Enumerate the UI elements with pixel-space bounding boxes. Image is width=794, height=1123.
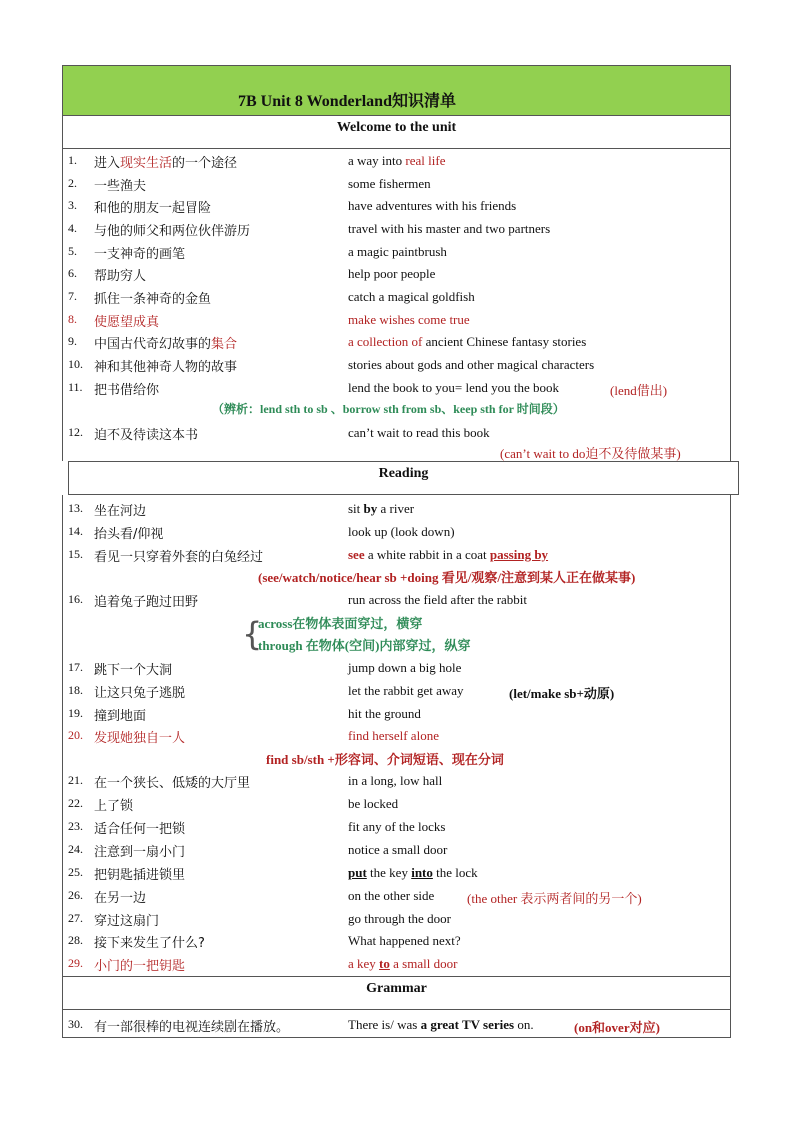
english-phrase: hit the ground	[348, 706, 421, 721]
chinese-phrase: 在另一边	[94, 891, 147, 906]
english-phrase: catch a magical goldfish	[348, 289, 475, 304]
row-number: 12.	[68, 425, 83, 439]
chinese-phrase: 适合任何一把锁	[94, 822, 186, 837]
row-number: 30.	[68, 1017, 83, 1031]
row-number: 22.	[68, 796, 83, 810]
row-number: 13.	[68, 501, 83, 515]
english-phrase: in a long, low hall	[348, 773, 443, 788]
row-number: 9.	[68, 334, 77, 348]
chinese-phrase: 穿过这扇门	[94, 914, 160, 929]
grammar-note: across在物体表面穿过，横穿	[258, 616, 423, 631]
row-number: 26.	[68, 888, 83, 902]
english-phrase: a magic paintbrush	[348, 244, 447, 259]
chinese-phrase: 把书借给你	[94, 383, 160, 398]
english-phrase: on the other side	[348, 888, 435, 903]
english-phrase: run across the field after the rabbit	[348, 592, 528, 607]
list-item	[62, 286, 731, 308]
chinese-phrase: 把钥匙插进锁里	[94, 868, 186, 883]
grammar-note: (the other 表示两者间的另一个)	[467, 891, 642, 906]
english-phrase: lend the book to you= lend you the book	[348, 380, 559, 395]
grammar-note: through 在物体(空间)内部穿过，纵穿	[258, 638, 471, 653]
row-number: 18.	[68, 683, 83, 697]
row-number: 19.	[68, 706, 83, 720]
grammar-note: (lend借出)	[610, 383, 668, 398]
chinese-phrase: 和他的朋友一起冒险	[94, 201, 212, 216]
list-item	[62, 930, 731, 952]
english-phrase: sit by a river	[348, 501, 415, 516]
list-item	[62, 703, 731, 725]
list-item	[62, 498, 731, 520]
chinese-phrase: 与他的师父和两位伙伴游历	[94, 224, 251, 239]
row-number: 2.	[68, 176, 77, 190]
grammar-note: (let/make sb+动原)	[509, 686, 615, 701]
list-item	[62, 816, 731, 838]
chinese-phrase: 中国古代奇幻故事的集合	[94, 337, 238, 352]
section-welcome	[62, 115, 731, 149]
list-item	[62, 241, 731, 263]
english-phrase: have adventures with his friends	[348, 198, 517, 213]
english-phrase: can’t wait to read this book	[348, 425, 490, 440]
list-item	[62, 725, 731, 747]
list-item	[62, 839, 731, 861]
list-item	[62, 680, 731, 702]
chinese-phrase: 接下来发生了什么?	[94, 936, 205, 951]
english-phrase: some fishermen	[348, 176, 431, 191]
chinese-phrase: 进入现实生活的一个途径	[94, 156, 238, 171]
list-item	[62, 862, 731, 884]
english-phrase: go through the door	[348, 911, 451, 926]
chinese-phrase: 注意到一扇小门	[94, 845, 186, 860]
list-item	[62, 422, 731, 444]
english-phrase: a way into real life	[348, 153, 446, 168]
chinese-phrase: 有一部很棒的电视连续剧在播放。	[94, 1020, 290, 1035]
english-phrase: let the rabbit get away	[348, 683, 464, 698]
chinese-phrase: 神和其他神奇人物的故事	[94, 360, 238, 375]
row-number: 6.	[68, 266, 77, 280]
chinese-phrase: 抓住一条神奇的金鱼	[94, 292, 212, 307]
english-phrase: look up (look down)	[348, 524, 455, 539]
row-number: 28.	[68, 933, 83, 947]
row-number: 20.	[68, 728, 83, 742]
list-item	[62, 377, 731, 399]
chinese-phrase: 跳下一个大洞	[94, 663, 173, 678]
chinese-phrase: 在一个狭长、低矮的大厅里	[94, 776, 251, 791]
grammar-note: (see/watch/notice/hear sb +doing 看见/观察/注意到某人正在做某事)	[258, 570, 636, 585]
chinese-phrase: 帮助穷人	[94, 269, 147, 284]
chinese-phrase: 迫不及待读这本书	[94, 428, 199, 443]
title-bar	[62, 65, 731, 117]
english-phrase: help poor people	[348, 266, 436, 281]
row-number: 11.	[68, 380, 83, 394]
list-item	[62, 908, 731, 930]
list-item	[62, 657, 731, 679]
chinese-phrase: 追着兔子跑过田野	[94, 595, 199, 610]
row-number: 24.	[68, 842, 83, 856]
english-phrase: be locked	[348, 796, 399, 811]
row-number: 25.	[68, 865, 83, 879]
grammar-note: (can’t wait to do迫不及待做某事)	[500, 446, 681, 461]
section-reading	[68, 461, 739, 495]
document-title: 7B Unit 8 Wonderland知识清单	[238, 93, 456, 110]
brace-icon: {	[242, 615, 263, 653]
chinese-phrase: 撞到地面	[94, 709, 147, 724]
english-phrase: fit any of the locks	[348, 819, 446, 834]
row-number: 29.	[68, 956, 83, 970]
section-grammar	[62, 976, 731, 1010]
row-number: 5.	[68, 244, 77, 258]
list-item	[62, 150, 731, 172]
list-item	[62, 173, 731, 195]
list-item	[62, 953, 731, 975]
list-item	[62, 1014, 731, 1036]
row-number: 27.	[68, 911, 83, 925]
row-number: 14.	[68, 524, 83, 538]
chinese-phrase: 小门的一把钥匙	[94, 959, 186, 974]
row-number: 23.	[68, 819, 83, 833]
list-item	[62, 218, 731, 240]
list-item	[62, 544, 731, 566]
row-number: 17.	[68, 660, 83, 674]
row-number: 21.	[68, 773, 83, 787]
english-phrase: notice a small door	[348, 842, 448, 857]
section-grammar-label: Grammar	[366, 981, 427, 996]
grammar-note: （辨析：lend sth to sb 、borrow sth from sb、keep sth for 时间段）	[212, 402, 565, 416]
row-number: 4.	[68, 221, 77, 235]
row-number: 10.	[68, 357, 83, 371]
grammar-note: (on和over对应)	[574, 1020, 660, 1035]
chinese-phrase: 一支神奇的画笔	[94, 247, 186, 262]
section-reading-label: Reading	[378, 466, 429, 481]
chinese-phrase: 让这只兔子逃脱	[94, 686, 186, 701]
english-phrase: a collection of ancient Chinese fantasy stories	[348, 334, 587, 349]
list-item	[62, 309, 731, 331]
list-item	[62, 885, 731, 907]
chinese-phrase: 坐在河边	[94, 504, 147, 519]
english-phrase: make wishes come true	[348, 312, 470, 327]
english-phrase: a key to a small door	[348, 956, 458, 971]
chinese-phrase: 发现她独自一人	[94, 731, 186, 746]
row-number: 1.	[68, 153, 77, 167]
list-item	[62, 589, 731, 611]
chinese-phrase: 一些渔夫	[94, 179, 147, 194]
list-item	[62, 770, 731, 792]
section-welcome-label: Welcome to the unit	[336, 120, 457, 135]
row-number: 16.	[68, 592, 83, 606]
list-item	[62, 263, 731, 285]
english-phrase: What happened next?	[348, 933, 461, 948]
list-item	[62, 331, 731, 353]
english-phrase: stories about gods and other magical characters	[348, 357, 595, 372]
chinese-phrase: 使愿望成真	[94, 315, 160, 330]
row-number: 15.	[68, 547, 83, 561]
chinese-phrase: 看见一只穿着外套的白兔经过	[94, 550, 264, 565]
list-item	[62, 793, 731, 815]
row-number: 3.	[68, 198, 77, 212]
english-phrase: There is/ was a great TV series on.	[348, 1017, 534, 1032]
grammar-note: find sb/sth +形容词、介词短语、现在分词	[266, 752, 504, 767]
list-item	[62, 195, 731, 217]
english-phrase: find herself alone	[348, 728, 439, 743]
chinese-phrase: 上了锁	[94, 799, 134, 814]
english-phrase: jump down a big hole	[348, 660, 462, 675]
chinese-phrase: 抬头看/仰视	[94, 527, 164, 542]
list-item	[62, 354, 731, 376]
frame-bottom	[62, 1037, 731, 1038]
row-number: 7.	[68, 289, 77, 303]
row-number: 8.	[68, 312, 77, 326]
english-phrase: travel with his master and two partners	[348, 221, 551, 236]
english-phrase: see a white rabbit in a coat passing by	[348, 547, 549, 562]
list-item	[62, 521, 731, 543]
english-phrase: put the key into the lock	[348, 865, 478, 880]
